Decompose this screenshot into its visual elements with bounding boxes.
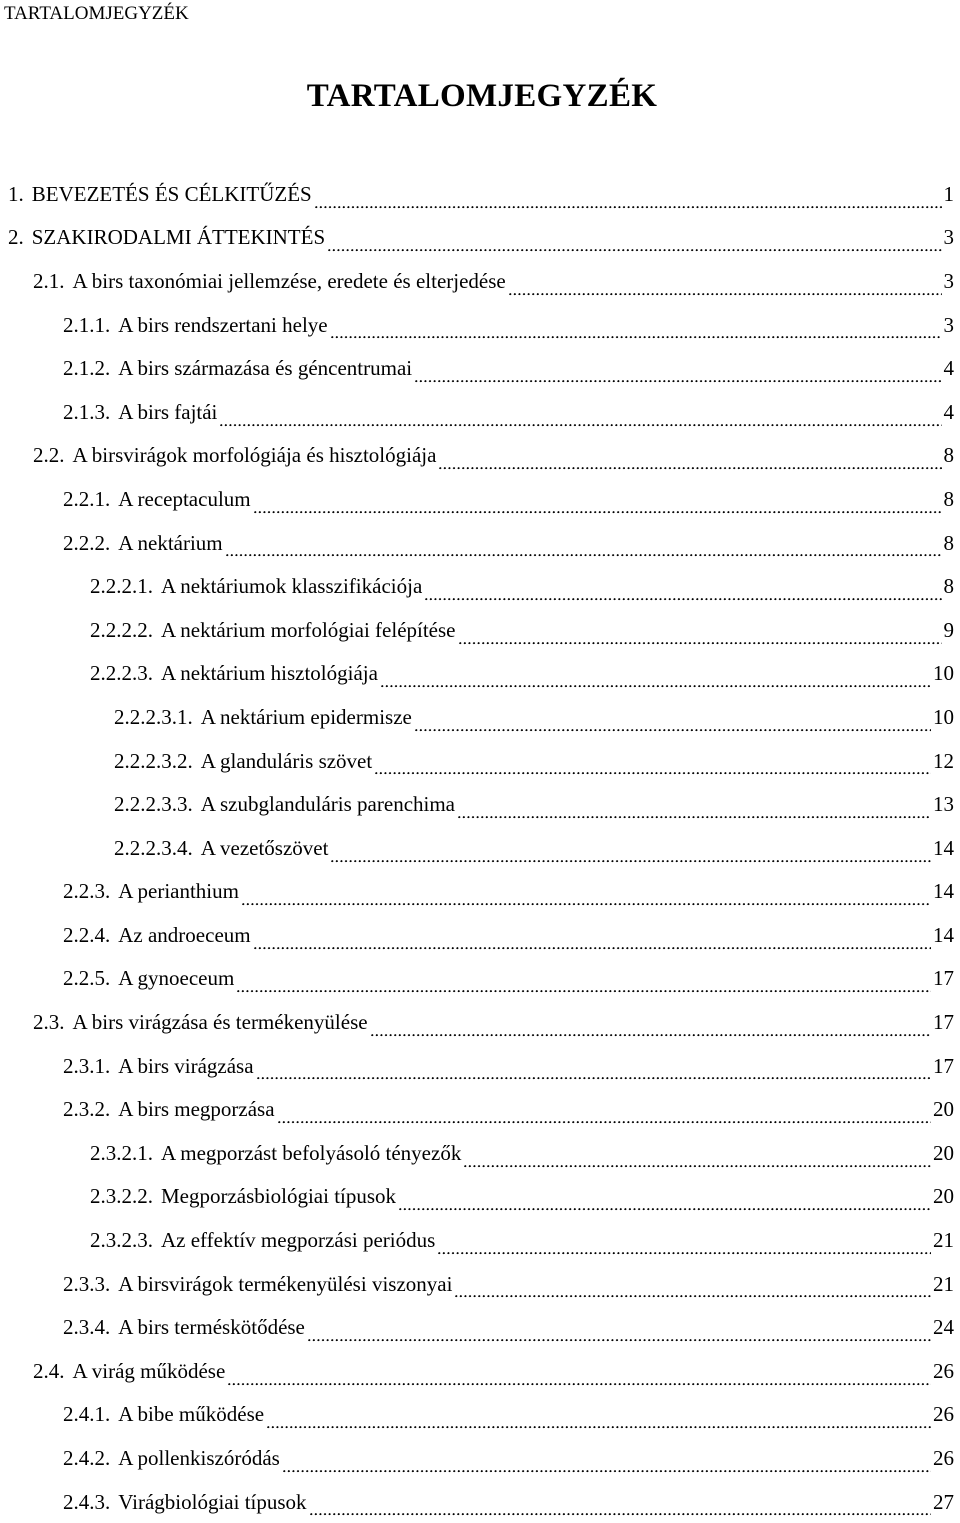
toc-entry-number: 2.1.1.: [63, 312, 111, 337]
toc-entry[interactable]: [0, 477, 960, 521]
toc-entry-page-number: 10: [933, 661, 954, 686]
toc-entry-number: 2.3.2.2.: [90, 1184, 153, 1209]
toc-entry-number: 2.3.4.: [63, 1315, 111, 1340]
toc-entry-page-number: 3: [943, 312, 954, 337]
dot-leader: [237, 967, 931, 993]
toc-entry-page-number: 17: [933, 966, 954, 991]
toc-entry-number: 2.4.1.: [63, 1402, 111, 1427]
toc-entry-number: 2.3.3.: [63, 1271, 111, 1296]
toc-entry-text: [63, 1053, 254, 1079]
toc-entry[interactable]: [0, 1000, 960, 1044]
toc-entry[interactable]: [0, 434, 960, 478]
toc-entry[interactable]: [0, 1480, 960, 1523]
toc-entry-text: [63, 486, 251, 512]
toc-entry-title: A nektárium hisztológiája: [161, 661, 378, 686]
toc-entry-page-number: 8: [943, 530, 954, 555]
dot-leader: [242, 880, 931, 906]
dot-leader: [315, 183, 942, 209]
toc-entry-text: [114, 704, 412, 730]
toc-entry[interactable]: [0, 259, 960, 303]
toc-entry-number: 2.2.2.3.: [90, 661, 153, 686]
toc-entry-page-number: 4: [943, 399, 954, 424]
toc-entry-text: [114, 791, 455, 817]
dot-leader: [328, 226, 941, 252]
dot-leader: [425, 575, 941, 601]
dot-leader: [458, 793, 931, 819]
toc-entry-title: SZAKIRODALMI ÁTTEKINTÉS: [31, 225, 326, 250]
dot-leader: [308, 1316, 931, 1342]
toc-entry[interactable]: [0, 608, 960, 652]
toc-entry-text: [90, 573, 422, 599]
toc-entry-page-number: 26: [933, 1358, 954, 1383]
toc-entry-title: A nektárium: [118, 530, 223, 555]
toc-entry-title: A birs fajtái: [118, 399, 218, 424]
toc-entry-text: [33, 1358, 225, 1384]
dot-leader: [399, 1185, 931, 1211]
toc-entry-title: A birs terméskötődése: [118, 1315, 305, 1340]
toc-entry-number: 2.2.2.1.: [90, 574, 153, 599]
toc-entry[interactable]: [0, 957, 960, 1001]
toc-entry[interactable]: [0, 1349, 960, 1393]
toc-entry-title: A bibe működése: [118, 1402, 265, 1427]
toc-entry-number: 2.1.3.: [63, 399, 111, 424]
toc-entry-page-number: 12: [933, 748, 954, 773]
toc-entry-title: Az effektív megporzási periódus: [161, 1228, 436, 1253]
toc-entry-text: [90, 1227, 435, 1253]
toc-entry-number: 2.4.: [33, 1358, 65, 1383]
toc-entry-text: [63, 355, 412, 381]
toc-entry[interactable]: [0, 1262, 960, 1306]
toc-entry-number: 2.2.2.: [63, 530, 111, 555]
toc-entry-number: 2.3.2.3.: [90, 1228, 153, 1253]
toc-entry-title: A birs származása és géncentrumai: [118, 356, 413, 381]
toc-entry-title: A nektáriumok klasszifikációja: [161, 574, 423, 599]
toc-entry-text: [33, 442, 436, 468]
dot-leader: [278, 1098, 931, 1124]
dot-leader: [438, 1229, 931, 1255]
toc-entry-text: [63, 399, 217, 425]
toc-entry-number: 2.: [8, 225, 24, 250]
toc-entry-text: [114, 748, 372, 774]
toc-entry-number: 2.1.: [33, 268, 65, 293]
dot-leader: [371, 1011, 931, 1037]
toc-entry-title: A birs virágzása: [118, 1053, 254, 1078]
toc-entry[interactable]: [0, 216, 960, 260]
toc-entry-text: [90, 1140, 461, 1166]
toc-entry-number: 2.3.1.: [63, 1053, 111, 1078]
toc-entry-title: BEVEZETÉS ÉS CÉLKITŰZÉS: [31, 181, 312, 206]
toc-entry-page-number: 27: [933, 1489, 954, 1514]
dot-leader: [415, 706, 931, 732]
toc-entry-title: A virág működése: [72, 1358, 226, 1383]
toc-entry-title: A birsvirágok termékenyülési viszonyai: [118, 1271, 453, 1296]
toc-entry[interactable]: [0, 303, 960, 347]
toc-entry-number: 2.3.2.1.: [90, 1140, 153, 1165]
toc-entry-number: 2.2.2.3.1.: [114, 704, 193, 729]
toc-entry-text: [90, 617, 456, 643]
dot-leader: [455, 1272, 931, 1298]
toc-entry-text: [90, 1183, 396, 1209]
toc-entry[interactable]: [0, 782, 960, 826]
toc-entry[interactable]: [0, 346, 960, 390]
toc-entry[interactable]: [0, 1131, 960, 1175]
toc-entry-page-number: 14: [933, 922, 954, 947]
toc-entry-number: 2.2.1.: [63, 486, 111, 511]
toc-entry-text: [63, 1314, 305, 1340]
toc-entry-title: A birs virágzása és termékenyülése: [72, 1010, 368, 1035]
document-title: TARTALOMJEGYZÉK: [306, 78, 658, 114]
dot-leader: [331, 837, 931, 863]
dot-leader: [220, 401, 941, 427]
toc-entry[interactable]: [0, 390, 960, 434]
toc-entry[interactable]: [0, 1436, 960, 1480]
dot-leader: [331, 313, 942, 339]
toc-entry-page-number: 21: [933, 1228, 954, 1253]
toc-entry-title: A birs megporzása: [118, 1097, 275, 1122]
toc-entry-page-number: 26: [933, 1446, 954, 1471]
toc-entry-number: 2.1.2.: [63, 356, 111, 381]
toc-entry[interactable]: [0, 521, 960, 565]
toc-entry-page-number: 13: [933, 792, 954, 817]
toc-entry-page-number: 8: [943, 574, 954, 599]
dot-leader: [257, 1054, 931, 1080]
toc-entry-page-number: 20: [933, 1097, 954, 1122]
toc-entry-page-number: 1: [943, 181, 954, 206]
table-of-contents: [0, 172, 960, 1523]
toc-entry-text: [63, 312, 328, 338]
toc-entry[interactable]: [0, 652, 960, 696]
toc-entry-number: 2.2.5.: [63, 966, 111, 991]
dot-leader: [226, 531, 942, 557]
toc-entry-title: A szubglanduláris parenchima: [200, 792, 456, 817]
toc-entry[interactable]: [0, 1044, 960, 1088]
dot-leader: [267, 1403, 931, 1429]
toc-entry-page-number: 3: [943, 225, 954, 250]
toc-entry[interactable]: [0, 564, 960, 608]
toc-entry[interactable]: [0, 826, 960, 870]
toc-entry-title: Megporzásbiológiai típusok: [161, 1184, 397, 1209]
toc-entry[interactable]: [0, 1175, 960, 1219]
toc-entry-page-number: 26: [933, 1402, 954, 1427]
dot-leader: [439, 444, 941, 470]
toc-entry-page-number: 3: [943, 268, 954, 293]
toc-entry-page-number: 8: [943, 443, 954, 468]
dot-leader: [254, 488, 942, 514]
toc-entry[interactable]: [0, 739, 960, 783]
toc-entry-page-number: 21: [933, 1271, 954, 1296]
toc-entry-text: [63, 878, 239, 904]
dot-leader: [381, 662, 931, 688]
toc-entry-text: [114, 835, 328, 861]
toc-entry-number: 2.2.4.: [63, 922, 111, 947]
toc-entry-number: 1.: [8, 181, 24, 206]
toc-entry-text: [8, 224, 325, 250]
toc-entry-title: Virágbiológiai típusok: [118, 1489, 307, 1514]
toc-entry[interactable]: [0, 1305, 960, 1349]
toc-entry-title: Az androeceum: [118, 922, 251, 947]
toc-entry[interactable]: [0, 1393, 960, 1437]
toc-entry-number: 2.2.2.3.3.: [114, 792, 193, 817]
toc-entry-page-number: 14: [933, 835, 954, 860]
toc-entry-page-number: 20: [933, 1184, 954, 1209]
toc-entry-text: [63, 1489, 307, 1515]
toc-entry-page-number: 17: [933, 1010, 954, 1035]
dot-leader: [464, 1142, 931, 1168]
toc-entry-number: 2.2.2.3.4.: [114, 835, 193, 860]
toc-entry-number: 2.2.2.2.: [90, 617, 153, 642]
toc-entry-text: [63, 530, 223, 556]
toc-entry-page-number: 10: [933, 704, 954, 729]
toc-entry-text: [63, 1096, 275, 1122]
toc-entry[interactable]: [0, 1087, 960, 1131]
toc-entry-text: [8, 181, 312, 207]
toc-entry-title: A perianthium: [118, 879, 239, 904]
dot-leader: [375, 749, 931, 775]
toc-entry-page-number: 17: [933, 1053, 954, 1078]
toc-entry[interactable]: [0, 172, 960, 216]
toc-entry-title: A pollenkiszóródás: [118, 1446, 280, 1471]
dot-leader: [228, 1360, 931, 1386]
toc-entry-title: A birs rendszertani helye: [118, 312, 328, 337]
toc-entry[interactable]: [0, 913, 960, 957]
dot-leader: [459, 619, 942, 645]
toc-entry-text: [63, 1445, 280, 1471]
toc-entry-page-number: 8: [943, 486, 954, 511]
dot-leader: [415, 357, 941, 383]
toc-entry-title: A gynoeceum: [118, 966, 235, 991]
toc-entry-title: A birsvirágok morfológiája és hisztológiája: [72, 443, 437, 468]
toc-entry-title: A vezetőszövet: [200, 835, 329, 860]
toc-entry-text: [33, 268, 506, 294]
toc-entry-page-number: 24: [933, 1315, 954, 1340]
toc-entry-text: [63, 922, 251, 948]
toc-entry-text: [33, 1009, 368, 1035]
toc-entry-text: [63, 1271, 452, 1297]
dot-leader: [310, 1490, 931, 1516]
toc-entry-page-number: 9: [943, 617, 954, 642]
toc-entry-number: 2.4.3.: [63, 1489, 111, 1514]
toc-entry-number: 2.3.: [33, 1010, 65, 1035]
dot-leader: [254, 924, 931, 950]
toc-entry-page-number: 20: [933, 1140, 954, 1165]
toc-entry-number: 2.3.2.: [63, 1097, 111, 1122]
toc-entry-page-number: 14: [933, 879, 954, 904]
toc-entry-number: 2.2.3.: [63, 879, 111, 904]
running-header: TARTALOMJEGYZÉK: [4, 3, 189, 24]
toc-entry[interactable]: [0, 1218, 960, 1262]
toc-entry[interactable]: [0, 695, 960, 739]
toc-entry-text: [63, 1401, 264, 1427]
toc-entry-title: A nektárium epidermisze: [200, 704, 412, 729]
toc-entry-page-number: 4: [943, 356, 954, 381]
toc-entry-title: A birs taxonómiai jellemzése, eredete és elterjedése: [72, 268, 506, 293]
dot-leader: [283, 1447, 931, 1473]
toc-entry-title: A glanduláris szövet: [200, 748, 373, 773]
toc-entry-number: 2.4.2.: [63, 1446, 111, 1471]
dot-leader: [509, 270, 942, 296]
toc-entry-text: [90, 660, 378, 686]
toc-entry-number: 2.2.: [33, 443, 65, 468]
toc-entry-text: [63, 965, 234, 991]
toc-entry[interactable]: [0, 870, 960, 914]
toc-entry-title: A nektárium morfológiai felépítése: [161, 617, 456, 642]
toc-entry-number: 2.2.2.3.2.: [114, 748, 193, 773]
toc-entry-title: A megporzást befolyásoló tényezők: [161, 1140, 462, 1165]
toc-entry-title: A receptaculum: [118, 486, 251, 511]
